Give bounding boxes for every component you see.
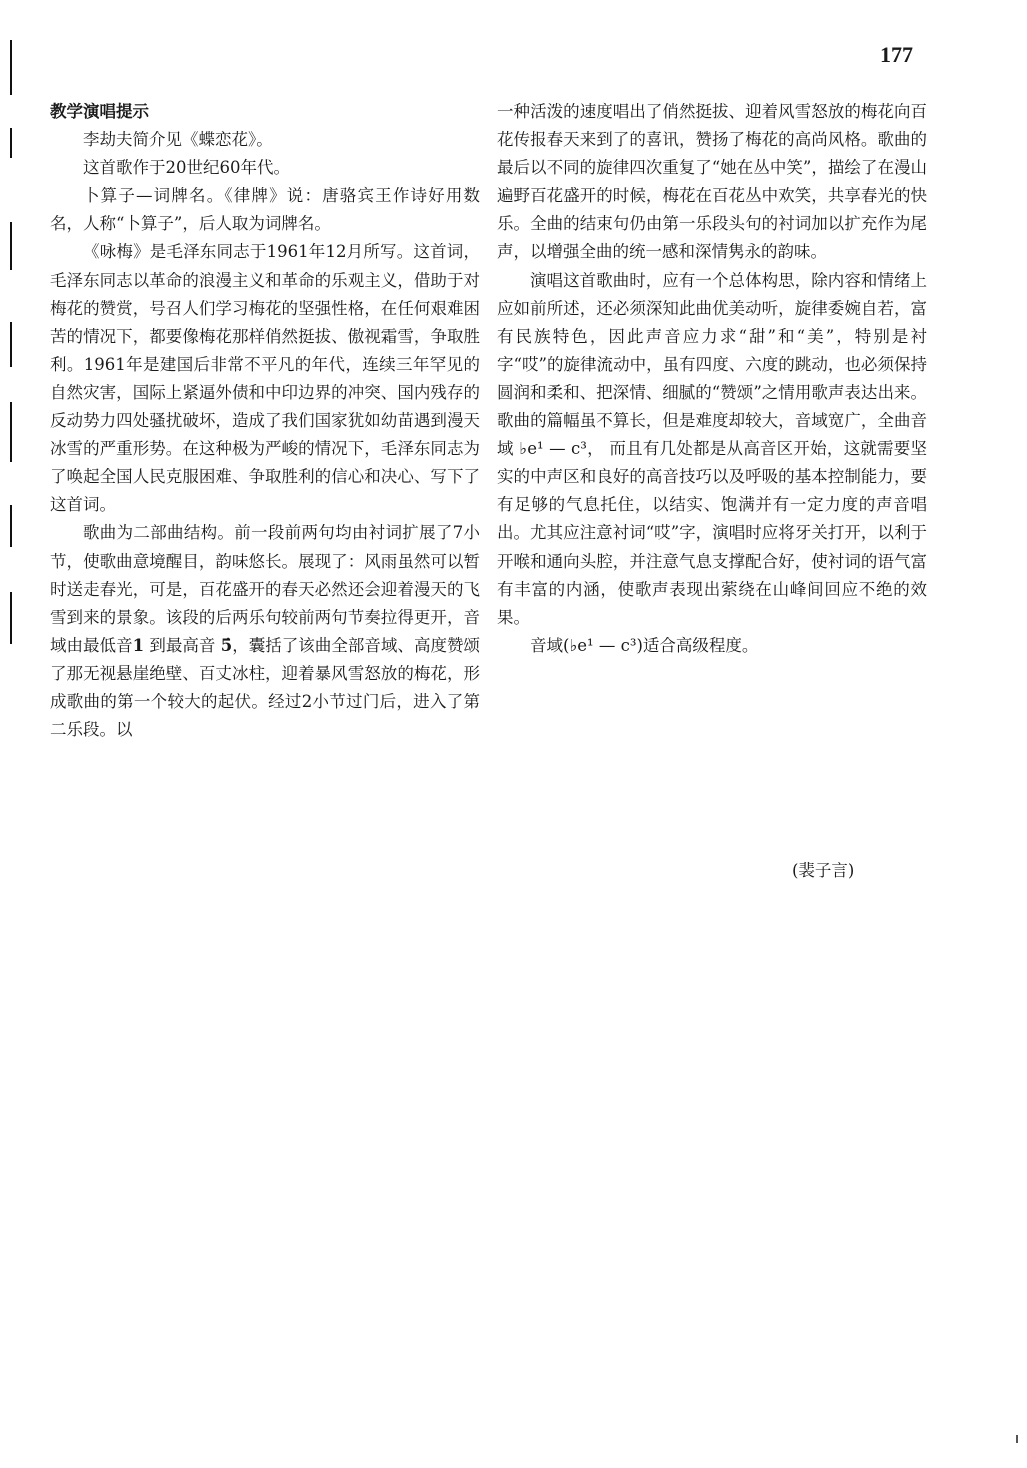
singing-text-1: 演唱这首歌曲时，应有一个总体构思，除内容和情绪上应如前所述，还必须深知此曲优美动听，旋律委婉自若，富有民族特色，因此声音应力求“甜”和“美”，特别是衬字“哎”的旋律流动中，虽有四度、六度的跳动，也必须保持圆润和柔和、把深情、细腻的“赞颂”之情用歌声表达出来。歌曲的篇幅虽不算长，但是难度却较大，音域宽广，全曲音域 <box>497 270 927 459</box>
margin-rule-2 <box>10 128 12 158</box>
structure-text-2: 到最高音 <box>144 635 221 655</box>
page-number: 177 <box>880 42 913 67</box>
paragraph-cipai: 卜算子—词牌名。《律牌》说：唐骆宾王作诗好用数名，人称“卜算子”，后人取为词牌名。 <box>50 186 480 234</box>
structure-text-3: ，囊括了该曲全部音域、高度赞颂了那无视悬崖绝壁、百丈冰柱，迎着暴风雪怒放的梅花，形成歌曲的第一个较大的起伏。经过2小节过门后，进入了第二乐段。以 <box>50 635 481 740</box>
singing-text-2: ， 而且有几处都是从高音区开始，这就需要坚实的中声区和良好的高音技巧以及呼吸的基本控制能力，要有足够的气息托住，以结实、饱满并有一定力度的声音唱出。尤其应注意衬词“哎”字，演唱时应将牙关打开，以利于开喉和通向头腔，并注意气息支撑配合好，使衬词的语气富有丰富的内涵，使歌声表现出萦绕在山峰间回应不绝的效果。 <box>497 439 928 627</box>
paragraph-structure <box>50 519 480 744</box>
low-note: 1 <box>132 635 145 655</box>
structure-text-1: 歌曲为二部曲结构。前一段前两句均由衬词扩展了7小节，使歌曲意境醒目，韵味悠长。展现了：风雨虽然可以暂时送走春光，可是，百花盛开的春天必然还会迎着漫天的飞雪到来的景象。该段的后两乐句较前两句节奏拉得更开，音域由最低音 <box>50 523 480 655</box>
margin-rule-6 <box>10 505 12 547</box>
left-column <box>50 98 480 744</box>
paragraph-date: 这首歌作于20世纪60年代。 <box>83 158 290 178</box>
margin-rule-5 <box>10 402 12 462</box>
paragraph-intro: 李劫夫简介见《蝶恋花》。 <box>83 130 273 150</box>
paragraph-continuation: 一种活泼的速度唱出了俏然挺拔、迎着风雪怒放的梅花向百花传报春天来到了的喜讯，赞扬了梅花的高尚风格。歌曲的最后以不同的旋律四次重复了“她在丛中笑”，描绘了在漫山遍野百花盛开的时候，梅花在百花丛中欢笑，共享春光的快乐。全曲的结束句仍由第一乐段头句的衬词加以扩充作为尾声，以增强全曲的统一感和深情隽永的韵味。 <box>497 102 927 262</box>
range-note-range: ♭e¹ — c³ <box>569 635 637 655</box>
edge-mark <box>1016 1435 1018 1443</box>
paragraph-range-note <box>497 632 927 660</box>
range-note-suffix: )适合高级程度。 <box>636 635 759 655</box>
section-heading: 教学演唱提示 <box>50 102 149 121</box>
pitch-range: ♭e¹ — c³ <box>519 439 587 459</box>
margin-rule-4 <box>10 322 12 367</box>
author-signature: (裴子言) <box>792 861 855 880</box>
margin-rule-3 <box>10 222 12 270</box>
margin-rule-7 <box>10 592 12 644</box>
margin-rule-1 <box>10 40 12 95</box>
high-note: 5̇ <box>220 635 233 655</box>
right-column <box>497 98 927 660</box>
range-note-label: 音域( <box>530 635 570 655</box>
paragraph-background: 《咏梅》是毛泽东同志于1961年12月所写。这首词，毛泽东同志以革命的浪漫主义和革命的乐观主义，借助于对梅花的赞赏，号召人们学习梅花的坚强性格，在任何艰难困苦的情况下，都要像梅花那样俏然挺拔、傲视霜雪，争取胜利。1961年是建国后非常不平凡的年代，连续三年罕见的自然灾害，国际上紧逼外债和中印边界的冲突、国内残存的反动势力四处骚扰破坏，造成了我们国家犹如幼苗遇到漫天冰雪的严重形势。在这种极为严峻的情况下，毛泽东同志为了唤起全国人民克服困难、争取胜利的信心和决心、写下了这首词。 <box>50 242 480 515</box>
paragraph-singing <box>497 267 927 632</box>
